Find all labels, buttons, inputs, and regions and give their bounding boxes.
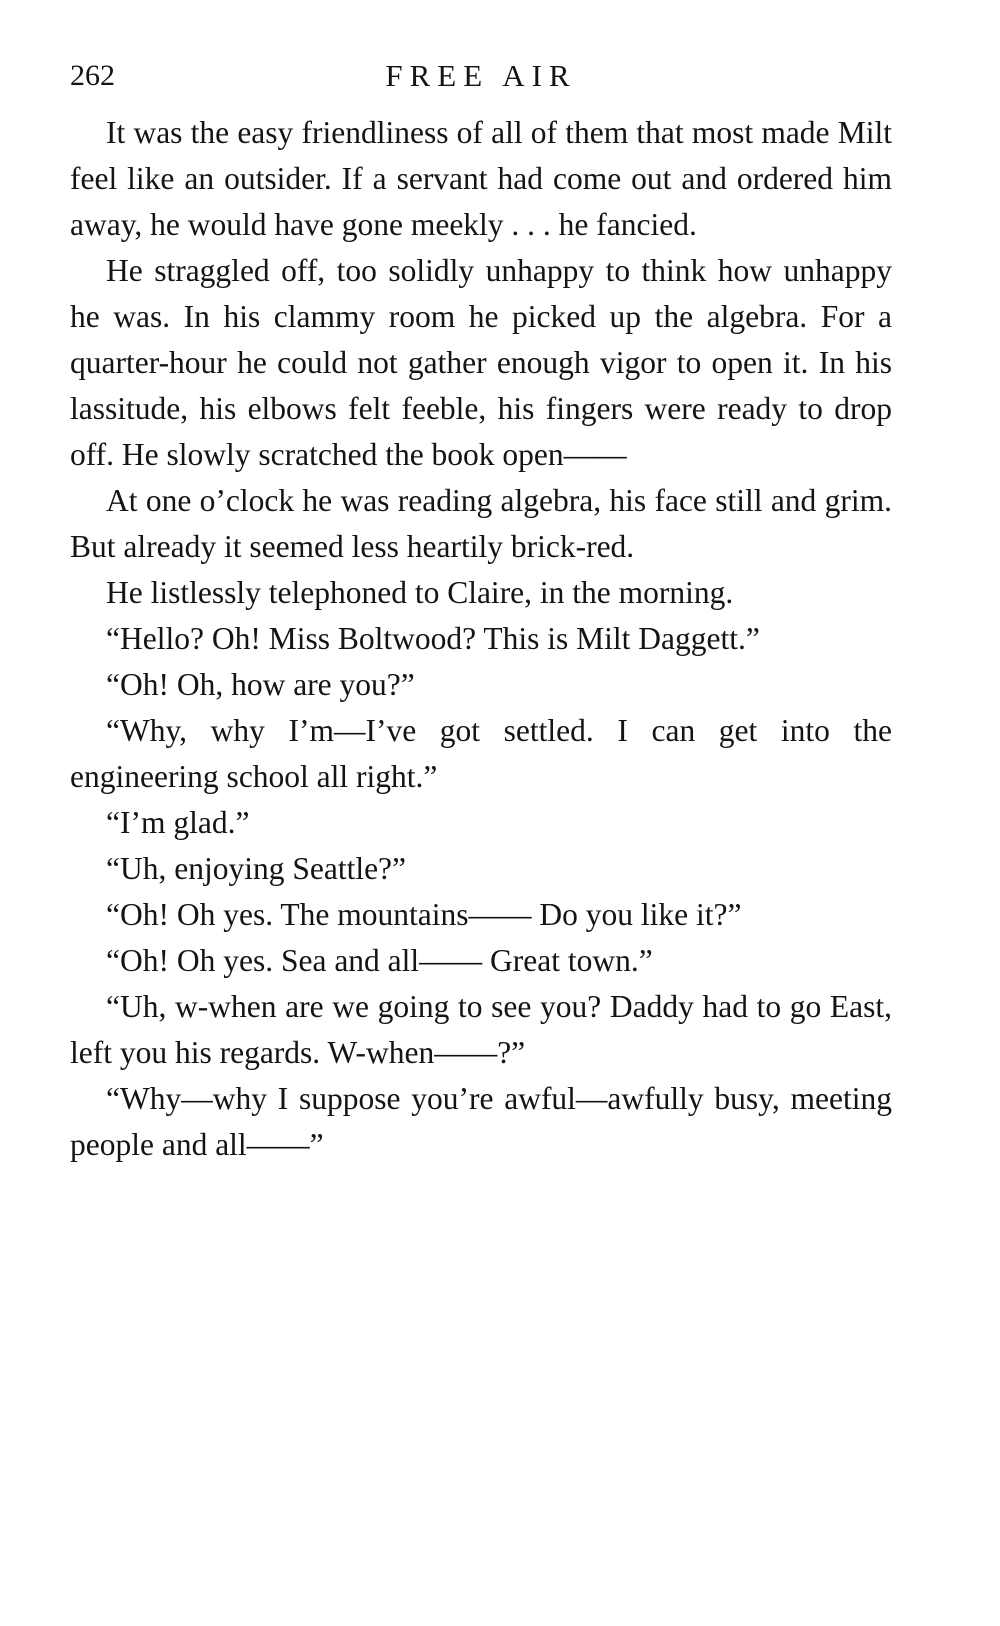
paragraph: He straggled off, too solidly unhappy to think how unhappy he was. In his clammy room he picked up the algebra. For a quarter-hour he could not gather enough vigor to open it. In his lassitude, his elbows felt feeble, his fingers were ready to drop off. He slowly scratched the book open—— (70, 253, 892, 472)
paragraph: “Oh! Oh, how are you?” (106, 667, 415, 702)
paragraph: “Oh! Oh yes. Sea and all—— Great town.” (106, 943, 653, 978)
paragraph: “Oh! Oh yes. The mountains—— Do you like it?” (106, 897, 742, 932)
paragraph: “Uh, enjoying Seattle?” (106, 851, 407, 886)
page-body (70, 110, 892, 1168)
paragraph: He listlessly telephoned to Claire, in the morning. (106, 575, 734, 610)
book-page (70, 0, 892, 1626)
running-head: FREE AIR (385, 58, 577, 93)
paragraph: It was the easy friendliness of all of them that most made Milt feel like an outsider. If a servant had come out and ordered him away, he would have gone meekly . . . he fancied. (70, 115, 892, 242)
paragraph: “Why—why I suppose you’re awful—awfully busy, meeting people and all——” (70, 1081, 892, 1162)
paragraph: “Hello? Oh! Miss Boltwood? This is Milt Daggett.” (106, 621, 760, 656)
paragraph: “Uh, w-when are we going to see you? Daddy had to go East, left you his regards. W-when——?” (70, 989, 892, 1070)
page-number: 262 (70, 59, 115, 92)
paragraph: “Why, why I’m—I’ve got settled. I can get into the engineering school all right.” (70, 713, 892, 794)
paragraph: At one o’clock he was reading algebra, his face still and grim. But already it seemed less heartily brick-red. (70, 483, 892, 564)
page-header (70, 56, 892, 96)
paragraph: “I’m glad.” (106, 805, 250, 840)
